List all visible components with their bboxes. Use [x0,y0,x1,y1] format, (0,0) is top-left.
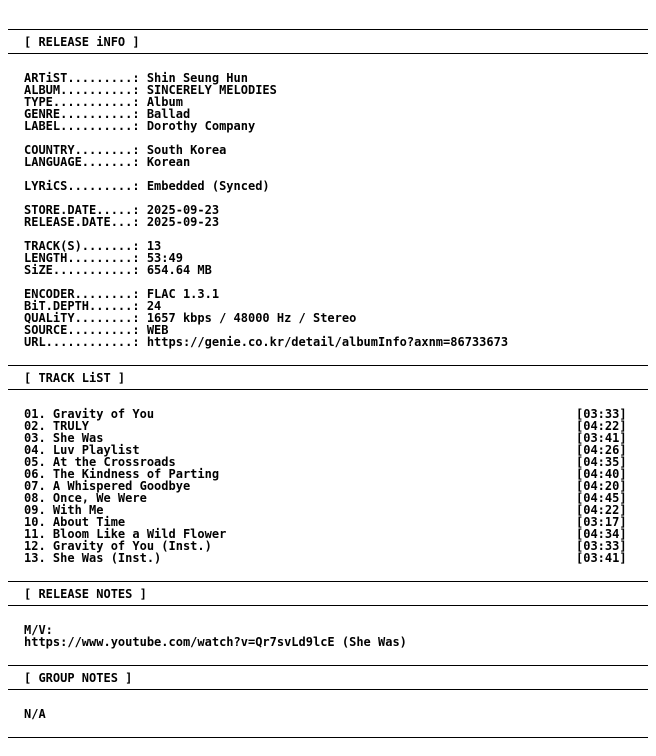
track-duration: [04:26] [576,443,627,457]
divider [8,581,648,582]
track-duration: [03:41] [576,551,627,565]
track-title: 09. With Me [24,503,104,517]
track-title: 01. Gravity of You [24,407,155,421]
track-duration: [04:22] [576,503,627,517]
track-title: 03. She Was [24,431,104,445]
track-title: 07. A Whispered Goodbye [24,479,191,493]
release-notes-mv-link: https://www.youtube.com/watch?v=Qr7svLd9lcE (She Was) [24,635,407,649]
divider [8,29,648,30]
track-duration: [04:34] [576,527,627,541]
info-language: LANGUAGE.......: Korean [24,155,191,169]
info-label: LABEL..........: Dorothy Company [24,119,256,133]
info-bit-depth: BiT.DEPTH......: 24 [24,299,162,313]
track-duration: [04:40] [576,467,627,481]
info-store-date: STORE.DATE.....: 2025-09-23 [24,203,220,217]
track-title: 13. She Was (Inst.) [24,551,162,565]
divider [8,53,648,54]
group-notes-text: N/A [24,707,46,721]
track-duration: [04:20] [576,479,627,493]
info-source: SOURCE.........: WEB [24,323,169,337]
info-artist: ARTiST.........: Shin Seung Hun [24,71,248,85]
info-encoder: ENCODER........: FLAC 1.3.1 [24,287,220,301]
divider [8,737,648,738]
section-header-group-notes: [ GROUP NOTES ] [24,671,133,685]
divider [8,365,648,366]
track-duration: [03:33] [576,539,627,553]
track-duration: [04:22] [576,419,627,433]
section-header-release-notes: [ RELEASE NOTES ] [24,587,147,601]
track-title: 04. Luv Playlist [24,443,140,457]
info-country: COUNTRY........: South Korea [24,143,227,157]
track-title: 12. Gravity of You (Inst.) [24,539,212,553]
track-duration: [04:35] [576,455,627,469]
divider [8,665,648,666]
track-duration: [04:45] [576,491,627,505]
info-genre: GENRE..........: Ballad [24,107,191,121]
info-type: TYPE...........: Album [24,95,183,109]
divider [8,389,648,390]
track-title: 10. About Time [24,515,126,529]
info-album: ALBUM..........: SINCERELY MELODIES [24,83,277,97]
track-title: 06. The Kindness of Parting [24,467,220,481]
info-lyrics: LYRiCS.........: Embedded (Synced) [24,179,270,193]
track-title: 02. TRULY [24,419,90,433]
info-url: URL............: https://genie.co.kr/detail/albumInfo?axnm=86733673 [24,335,509,349]
track-duration: [03:41] [576,431,627,445]
info-quality: QUALiTY........: 1657 kbps / 48000 Hz / Stereo [24,311,357,325]
section-header-release-info: [ RELEASE iNFO ] [24,35,140,49]
track-title: 11. Bloom Like a Wild Flower [24,527,227,541]
divider [8,605,648,606]
info-release-date: RELEASE.DATE...: 2025-09-23 [24,215,220,229]
divider [8,689,648,690]
section-header-track-list: [ TRACK LiST ] [24,371,126,385]
info-tracks: TRACK(S).......: 13 [24,239,162,253]
info-length: LENGTH.........: 53:49 [24,251,183,265]
track-duration: [03:17] [576,515,627,529]
track-title: 05. At the Crossroads [24,455,176,469]
info-size: SiZE...........: 654.64 MB [24,263,212,277]
track-title: 08. Once, We Were [24,491,147,505]
release-notes-mv-label: M/V: [24,623,53,637]
track-duration: [03:33] [576,407,627,421]
